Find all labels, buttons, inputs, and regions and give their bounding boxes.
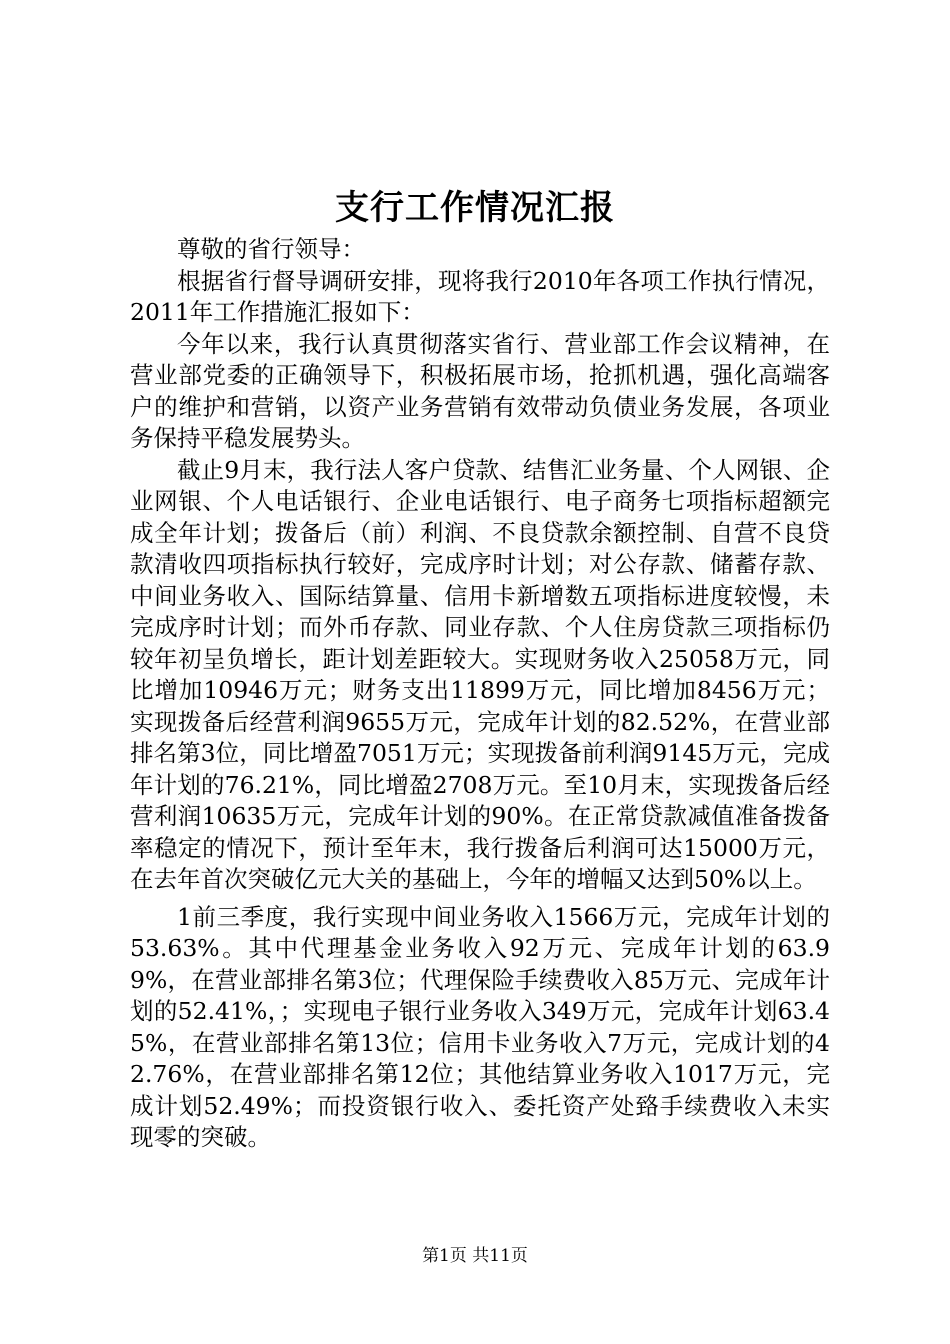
document-title: 支行工作情况汇报 [335, 188, 615, 228]
intro-paragraph: 根据省行督导调研安排，现将我行2010年各项工作执行情况，2011年工作措施汇报如下： [130, 266, 830, 326]
salutation-paragraph: 尊敬的省行领导： [177, 235, 365, 263]
document-body [130, 234, 830, 1154]
performance-paragraph: 截止9月末，我行法人客户贷款、结售汇业务量、个人网银、企业网银、个人电话银行、企业电话银行、电子商务七项指标超额完成全年计划；拨备后（前）利润、不良贷款余额控制、自营不良贷款清收四项指标执行较好，完成序时计划；对公存款、储蓄存款、中间业务收入、国际结算量、信用卡新增数五项指标进度较慢，未完成序时计划；而外币存款、同业存款、个人住房贷款三项指标仍较年初呈负增长，距计划差距较大。实现财务收入25058万元，同比增加10946万元；财务支出11899万元，同比增加8456万元；实现拨备后经营利润9655万元，完成年计划的82.52%，在营业部排名第3位，同比增盈7051万元；实现拨备前利润9145万元，完成年计划的76.21%，同比增盈2708万元。至10月末，实现拨备后经营利润10635万元，完成年计划的90%。在正常贷款减值准备拨备率稳定的情况下，预计至年末，我行拨备后利润可达15000万元，在去年首次突破亿元大关的基础上，今年的增幅又达到50%以上。 [130, 455, 830, 893]
overview-paragraph: 今年以来，我行认真贯彻落实省行、营业部工作会议精神，在营业部党委的正确领导下，积极拓展市场，抢抓机遇，强化高端客户的维护和营销，以资产业务营销有效带动负债业务发展，各项业务保持平稳发展势头。 [130, 329, 830, 452]
intermediate-business-paragraph: 1前三季度，我行实现中间业务收入1566万元，完成年计划的53.63%。其中代理基金业务收入92万元、完成年计划的63.99%，在营业部排名第3位；代理保险手续费收入85万元、完成年计划的52.41%，；实现电子银行业务收入349万元，完成年计划63.45%，在营业部排名第13位；信用卡业务收入7万元，完成计划的42.76%，在营业部排名第12位；其他结算业务收入1017万元，完成计划52.49%；而投资银行收入、委托资产处臵手续费收入未实现零的突破。 [130, 902, 830, 1151]
page-number-footer: 第1页 共11页 [422, 1246, 528, 1266]
